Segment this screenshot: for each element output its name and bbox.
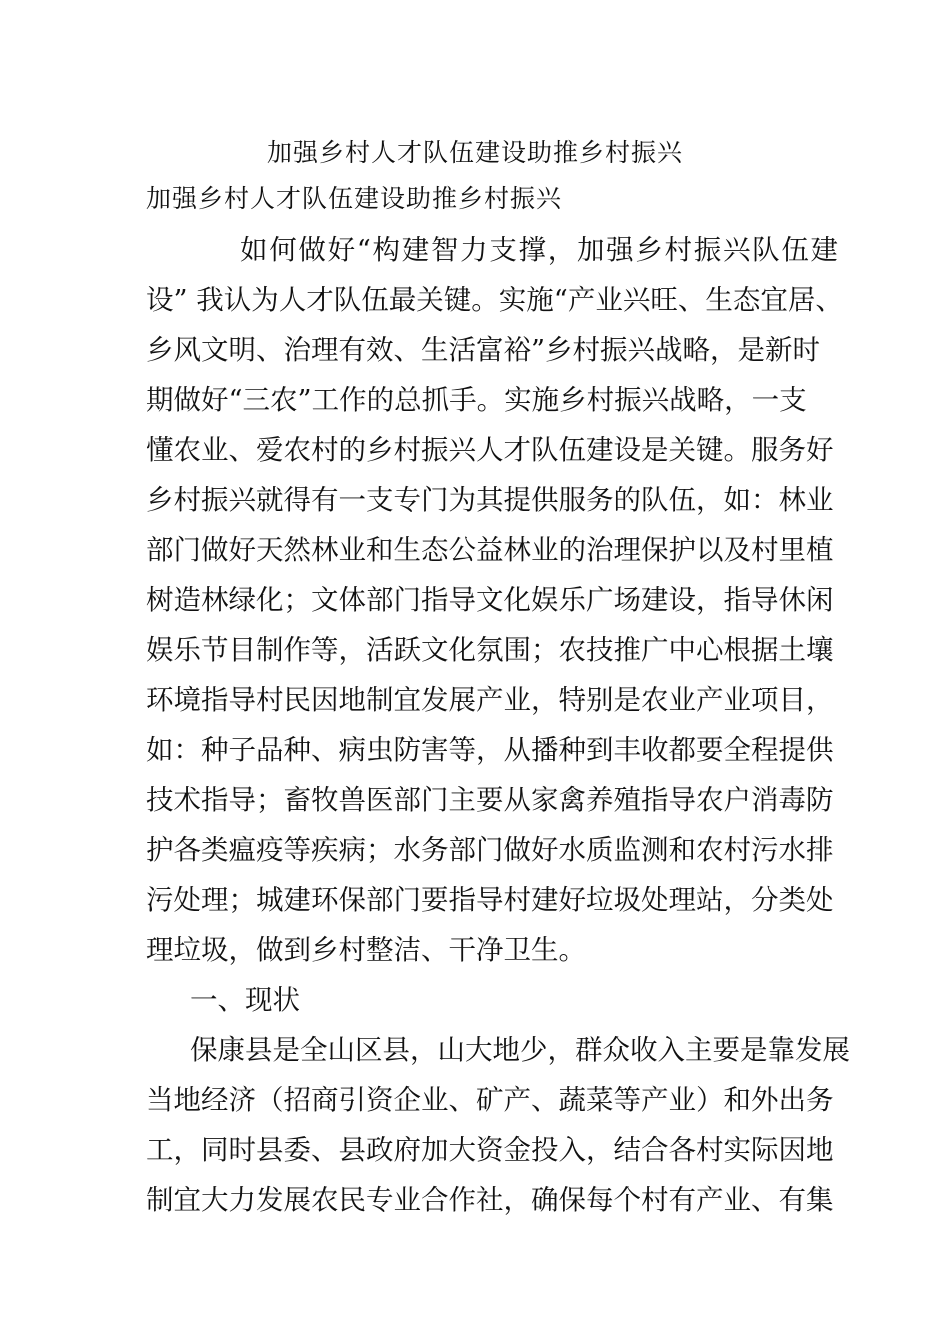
body-line-6: 乡村振兴就得有一支专门为其提供服务的队伍，如：林业 (146, 484, 834, 516)
body-line-11: 如：种子品种、病虫防害等，从播种到丰收都要全程提供 (146, 734, 834, 766)
body-line-16: 保康县是全山区县，山大地少，群众收入主要是靠发展 (190, 1034, 850, 1066)
body-line-12: 技术指导；畜牧兽医部门主要从家禽养殖指导农户消毒防 (146, 784, 834, 816)
document-title: 加强乡村人才队伍建设助推乡村振兴 (266, 138, 683, 167)
body-line-7: 部门做好天然林业和生态公益林业的治理保护以及村里植 (146, 534, 834, 566)
body-line-15: 理垃圾，做到乡村整洁、干净卫生。 (146, 934, 586, 966)
body-line-3: 乡风文明、治理有效、生活富裕”乡村振兴战略，是新时 (146, 334, 821, 366)
section-heading-status: 一、现状 (190, 984, 300, 1016)
body-line-18: 工，同时县委、县政府加大资金投入，结合各村实际因地 (146, 1134, 834, 1166)
body-line-5: 懂农业、爱农村的乡村振兴人才队伍建设是关键。服务好 (146, 434, 834, 466)
body-line-13: 护各类瘟疫等疾病；水务部门做好水质监测和农村污水排 (146, 834, 834, 866)
body-line-19: 制宜大力发展农民专业合作社，确保每个村有产业、有集 (146, 1184, 834, 1216)
body-line-8: 树造林绿化；文体部门指导文化娱乐广场建设，指导休闲 (146, 584, 834, 616)
body-line-10: 环境指导村民因地制宜发展产业，特别是农业产业项目， (146, 684, 834, 716)
body-line-1: 如何做好“构建智力支撑，加强乡村振兴队伍建 (240, 234, 840, 266)
body-line-14: 污处理；城建环保部门要指导村建好垃圾处理站，分类处 (146, 884, 834, 916)
body-line-9: 娱乐节目制作等，活跃文化氛围；农技推广中心根据土壤 (146, 634, 834, 666)
document-subtitle: 加强乡村人才队伍建设助推乡村振兴 (146, 184, 563, 213)
body-line-2: 设” 我认为人才队伍最关键。实施“产业兴旺、生态宜居、 (146, 284, 843, 316)
body-line-4: 期做好“三农”工作的总抓手。实施乡村振兴战略，一支 (146, 384, 807, 416)
body-line-17: 当地经济（招商引资企业、矿产、蔬菜等产业）和外出务 (146, 1084, 834, 1116)
